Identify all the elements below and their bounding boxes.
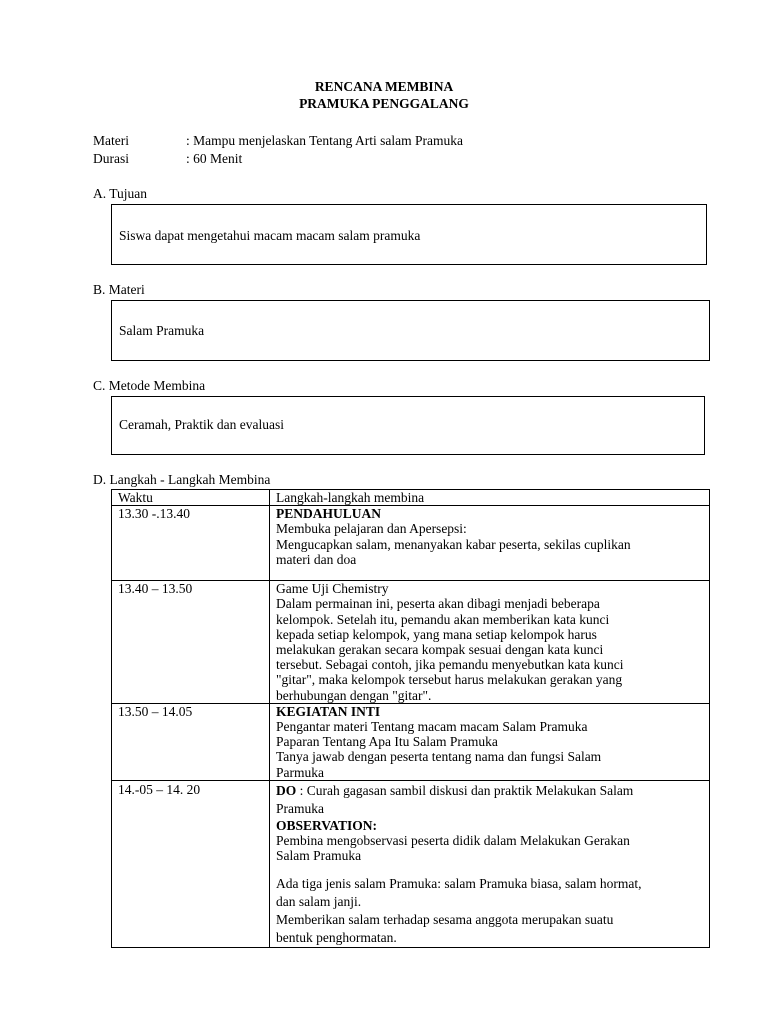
header-langkah: Langkah-langkah membina <box>270 490 710 506</box>
section-c-box <box>111 396 705 455</box>
table-row <box>112 506 710 581</box>
row-line: kepada setiap kelompok, yang mana setiap kelompok harus <box>276 626 597 642</box>
document-title-line2: PRAMUKA PENGGALANG <box>299 96 469 111</box>
row-time: 13.30 -.13.40 <box>112 506 270 581</box>
row-content <box>270 780 710 948</box>
row-line: Mengucapkan salam, menanyakan kabar peserta, sekilas cuplikan <box>276 536 631 552</box>
row-line: Dalam permainan ini, peserta akan dibagi menjadi beberapa <box>276 596 600 612</box>
section-b-heading: B. Materi <box>93 282 145 297</box>
row-line: Paparan Tentang Apa Itu Salam Pramuka <box>276 734 498 750</box>
row-line: "gitar", maka kelompok tersebut harus melakukan gerakan yang <box>276 672 623 688</box>
row-time: 13.50 – 14.05 <box>112 703 270 780</box>
row-line: tersebut. Sebagai contoh, jika pemandu menyebutkan kata kunci <box>276 657 624 673</box>
do-label: DO <box>276 782 297 798</box>
row-content <box>270 581 710 704</box>
materi-value: : Mampu menjelaskan Tentang Arti salam Pramuka <box>186 133 463 148</box>
table-row <box>112 703 710 780</box>
row-line: Pengantar materi Tentang macam macam Salam Pramuka <box>276 719 588 735</box>
do-text: : Curah gagasan sambil diskusi dan praktik Melakukan Salam <box>296 782 634 798</box>
table-row <box>112 581 710 704</box>
section-a-box <box>111 204 707 265</box>
document-title-line1: RENCANA MEMBINA <box>314 79 454 94</box>
section-a-heading: A. Tujuan <box>93 186 148 201</box>
observation-heading: OBSERVATION: <box>276 817 378 833</box>
row-line: Membuka pelajaran dan Apersepsi: <box>276 521 467 537</box>
row-line: Ada tiga jenis salam Pramuka: salam Pramuka biasa, salam hormat, <box>276 876 642 892</box>
durasi-value: : 60 Menit <box>186 151 243 166</box>
section-b-text: Salam Pramuka <box>119 323 205 338</box>
do-line <box>276 782 709 800</box>
row-line: Game Uji Chemistry <box>276 581 389 597</box>
section-c-text: Ceramah, Praktik dan evaluasi <box>119 417 284 432</box>
section-d-heading: D. Langkah - Langkah Membina <box>93 472 271 487</box>
row-line: bentuk penghormatan. <box>276 930 397 946</box>
materi-label: Materi <box>93 133 129 148</box>
row-line: kelompok. Setelah itu, pemandu akan memberikan kata kunci <box>276 611 610 627</box>
row-line: Parmuka <box>276 764 324 780</box>
table-row <box>112 780 710 948</box>
row-line: melakukan gerakan secara kompak sesuai dengan kata kunci <box>276 642 604 658</box>
row-content <box>270 703 710 780</box>
row-time: 13.40 – 13.50 <box>112 581 270 704</box>
row-line: Memberikan salam terhadap sesama anggota merupakan suatu <box>276 912 614 928</box>
do-line-2: Pramuka <box>276 800 324 816</box>
durasi-label: Durasi <box>93 151 129 166</box>
row-time: 14.-05 – 14. 20 <box>112 780 270 948</box>
section-a-text: Siswa dapat mengetahui macam macam salam pramuka <box>119 228 421 243</box>
row-content <box>270 506 710 581</box>
row-line: berhubungan dengan "gitar". <box>276 687 432 703</box>
row-line: dan salam janji. <box>276 894 362 910</box>
spacer <box>276 863 709 875</box>
row-heading: PENDAHULUAN <box>276 506 382 522</box>
table-header-row <box>112 490 710 506</box>
row-line: Tanya jawab dengan peserta tentang nama dan fungsi Salam <box>276 749 602 765</box>
header-waktu: Waktu <box>112 490 270 506</box>
row-line: materi dan doa <box>276 551 357 567</box>
row-line: Pembina mengobservasi peserta didik dalam Melakukan Gerakan <box>276 833 630 849</box>
row-line: Salam Pramuka <box>276 848 362 864</box>
row-heading: KEGIATAN INTI <box>276 703 381 719</box>
section-c-heading: C. Metode Membina <box>93 378 206 393</box>
steps-table <box>111 489 710 948</box>
section-b-box <box>111 300 710 361</box>
